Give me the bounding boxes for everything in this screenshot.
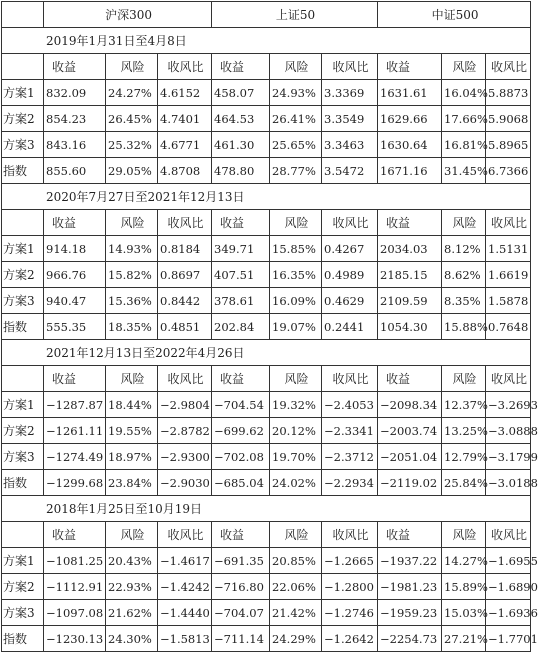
metric-header-hs300-risk: 风险	[106, 522, 158, 548]
table-cell-zz500-risk: 8.35%	[442, 288, 486, 314]
table-cell-hs300-ratio: −1.4440	[158, 600, 212, 626]
table-cell-hs300-ratio: −2.9804	[158, 392, 212, 418]
table-cell-hs300-ratio: 0.8442	[158, 288, 212, 314]
table-cell-sz50-ratio: −2.4053	[322, 392, 378, 418]
table-cell-zz500-ratio: 5.9068	[486, 106, 531, 132]
table-cell-hs300-return: −1261.11	[44, 418, 106, 444]
table-cell-sz50-risk: 24.29%	[270, 626, 322, 652]
metric-header-zz500-return: 收益	[378, 210, 442, 236]
table-row	[2, 236, 531, 262]
table-cell-sz50-return: 202.84	[212, 314, 270, 340]
table-cell-zz500-ratio: −3.0188	[486, 470, 531, 496]
metric-header-zz500-risk: 风险	[442, 366, 486, 392]
table-cell-zz500-risk: 16.81%	[442, 132, 486, 158]
metric-header-hs300-return: 收益	[44, 522, 106, 548]
table-cell-hs300-return: −1097.08	[44, 600, 106, 626]
results-table-container	[1, 1, 538, 652]
metric-header-zz500-return: 收益	[378, 522, 442, 548]
metric-header-row	[2, 54, 531, 80]
table-cell-sz50-risk: 24.02%	[270, 470, 322, 496]
table-row	[2, 470, 531, 496]
table-cell-sz50-ratio: −1.2642	[322, 626, 378, 652]
table-cell-hs300-return: 940.47	[44, 288, 106, 314]
table-cell-zz500-ratio: −1.6936	[486, 600, 531, 626]
table-cell-hs300-return: 832.09	[44, 80, 106, 106]
metric-header-zz500-ratio: 收风比	[486, 366, 531, 392]
table-cell-zz500-return: 2034.03	[378, 236, 442, 262]
period-title: 2019年1月31日至4月8日	[2, 28, 531, 54]
table-cell-sz50-risk: 20.12%	[270, 418, 322, 444]
table-cell-sz50-risk: 16.09%	[270, 288, 322, 314]
table-cell-hs300-ratio: 0.8697	[158, 262, 212, 288]
table-cell-hs300-return: 854.23	[44, 106, 106, 132]
table-cell-zz500-risk: 8.62%	[442, 262, 486, 288]
table-cell-sz50-return: 461.30	[212, 132, 270, 158]
table-cell-sz50-return: 478.80	[212, 158, 270, 184]
table-cell-sz50-ratio: 3.3549	[322, 106, 378, 132]
table-cell-hs300-return: 843.16	[44, 132, 106, 158]
table-cell-sz50-risk: 20.85%	[270, 548, 322, 574]
table-cell-hs300-return: 914.18	[44, 236, 106, 262]
table-cell-zz500-ratio: −3.2693	[486, 392, 531, 418]
period-title: 2018年1月25日至10月19日	[2, 496, 531, 522]
metric-header-zz500-return: 收益	[378, 54, 442, 80]
group-header-zz500: 中证500	[378, 2, 531, 28]
table-cell-zz500-risk: 27.21%	[442, 626, 486, 652]
metric-header-hs300-ratio: 收风比	[158, 54, 212, 80]
table-cell-sz50-ratio: 3.3463	[322, 132, 378, 158]
table-cell-zz500-return: −2098.34	[378, 392, 442, 418]
table-cell-sz50-return: −704.54	[212, 392, 270, 418]
table-cell-sz50-return: −702.08	[212, 444, 270, 470]
row-label: 方案3	[2, 288, 44, 314]
table-cell-zz500-return: 2109.59	[378, 288, 442, 314]
table-cell-hs300-ratio: −1.4242	[158, 574, 212, 600]
table-row	[2, 392, 531, 418]
table-cell-zz500-return: −1937.22	[378, 548, 442, 574]
table-cell-zz500-ratio: 6.7366	[486, 158, 531, 184]
table-cell-zz500-return: 2185.15	[378, 262, 442, 288]
metric-header-sz50-risk: 风险	[270, 522, 322, 548]
table-cell-zz500-ratio: 1.5878	[486, 288, 531, 314]
table-cell-zz500-return: 1631.61	[378, 80, 442, 106]
metric-header-row	[2, 210, 531, 236]
table-cell-zz500-return: −1981.23	[378, 574, 442, 600]
table-row	[2, 80, 531, 106]
metric-header-sz50-ratio: 收风比	[322, 366, 378, 392]
table-cell-hs300-ratio: 4.7401	[158, 106, 212, 132]
corner-cell	[2, 2, 44, 28]
table-cell-sz50-return: 464.53	[212, 106, 270, 132]
table-cell-zz500-risk: 15.88%	[442, 314, 486, 340]
row-label: 方案2	[2, 106, 44, 132]
table-cell-zz500-return: −2119.02	[378, 470, 442, 496]
table-cell-sz50-risk: 19.70%	[270, 444, 322, 470]
table-cell-sz50-risk: 25.65%	[270, 132, 322, 158]
table-cell-zz500-risk: 17.66%	[442, 106, 486, 132]
metric-header-zz500-risk: 风险	[442, 210, 486, 236]
metric-header-sz50-return: 收益	[212, 210, 270, 236]
table-cell-sz50-return: −716.80	[212, 574, 270, 600]
table-cell-hs300-ratio: 4.6771	[158, 132, 212, 158]
table-cell-hs300-ratio: 4.6152	[158, 80, 212, 106]
table-cell-hs300-risk: 20.43%	[106, 548, 158, 574]
table-cell-zz500-risk: 16.04%	[442, 80, 486, 106]
table-cell-zz500-risk: 12.37%	[442, 392, 486, 418]
table-cell-zz500-return: 1054.30	[378, 314, 442, 340]
period-row	[2, 184, 531, 210]
row-label: 指数	[2, 626, 44, 652]
table-row	[2, 132, 531, 158]
table-cell-hs300-return: −1287.87	[44, 392, 106, 418]
table-cell-sz50-ratio: 3.3369	[322, 80, 378, 106]
metric-header-sz50-risk: 风险	[270, 210, 322, 236]
row-label: 指数	[2, 470, 44, 496]
table-cell-hs300-return: −1112.91	[44, 574, 106, 600]
table-cell-hs300-risk: 26.45%	[106, 106, 158, 132]
table-cell-hs300-risk: 21.62%	[106, 600, 158, 626]
row-label: 方案1	[2, 392, 44, 418]
table-cell-hs300-risk: 15.82%	[106, 262, 158, 288]
table-cell-zz500-risk: 31.45%	[442, 158, 486, 184]
metric-header-hs300-risk: 风险	[106, 210, 158, 236]
table-cell-zz500-ratio: −1.6955	[486, 548, 531, 574]
table-cell-zz500-risk: 25.84%	[442, 470, 486, 496]
metric-header-row	[2, 366, 531, 392]
metric-header-zz500-return: 收益	[378, 366, 442, 392]
table-cell-zz500-ratio: 0.7648	[486, 314, 531, 340]
table-cell-zz500-return: −2051.04	[378, 444, 442, 470]
table-cell-sz50-return: −685.04	[212, 470, 270, 496]
table-cell-hs300-ratio: −2.9030	[158, 470, 212, 496]
table-cell-sz50-risk: 15.85%	[270, 236, 322, 262]
metric-header-hs300-return: 收益	[44, 366, 106, 392]
results-table	[1, 1, 538, 652]
table-cell-hs300-risk: 18.35%	[106, 314, 158, 340]
metric-header-blank	[2, 54, 44, 80]
table-cell-zz500-ratio: −3.1799	[486, 444, 531, 470]
row-label: 方案2	[2, 262, 44, 288]
table-body	[2, 2, 538, 652]
table-cell-sz50-ratio: −2.2934	[322, 470, 378, 496]
row-label: 方案1	[2, 80, 44, 106]
table-cell-zz500-ratio: 5.8965	[486, 132, 531, 158]
table-row	[2, 444, 531, 470]
row-label: 指数	[2, 158, 44, 184]
table-cell-sz50-risk: 19.32%	[270, 392, 322, 418]
table-cell-sz50-ratio: −2.3712	[322, 444, 378, 470]
table-cell-hs300-ratio: −1.4617	[158, 548, 212, 574]
metric-header-zz500-risk: 风险	[442, 522, 486, 548]
table-cell-zz500-return: −2254.73	[378, 626, 442, 652]
table-cell-zz500-risk: 15.89%	[442, 574, 486, 600]
table-cell-zz500-risk: 13.25%	[442, 418, 486, 444]
table-cell-sz50-ratio: −1.2665	[322, 548, 378, 574]
metric-header-hs300-risk: 风险	[106, 54, 158, 80]
table-row	[2, 600, 531, 626]
table-cell-hs300-risk: 25.32%	[106, 132, 158, 158]
row-label: 方案3	[2, 444, 44, 470]
table-cell-sz50-risk: 16.35%	[270, 262, 322, 288]
table-cell-sz50-risk: 24.93%	[270, 80, 322, 106]
table-cell-sz50-risk: 21.42%	[270, 600, 322, 626]
metric-header-zz500-ratio: 收风比	[486, 210, 531, 236]
metric-header-hs300-ratio: 收风比	[158, 210, 212, 236]
period-row	[2, 28, 531, 54]
table-cell-zz500-return: 1629.66	[378, 106, 442, 132]
table-cell-sz50-ratio: −1.2746	[322, 600, 378, 626]
table-cell-sz50-ratio: −2.3341	[322, 418, 378, 444]
group-header-hs300: 沪深300	[44, 2, 212, 28]
table-cell-hs300-return: −1081.25	[44, 548, 106, 574]
table-cell-hs300-risk: 19.55%	[106, 418, 158, 444]
table-cell-sz50-ratio: 0.4989	[322, 262, 378, 288]
table-cell-zz500-ratio: 1.5131	[486, 236, 531, 262]
table-cell-zz500-risk: 8.12%	[442, 236, 486, 262]
table-cell-zz500-ratio: 5.8873	[486, 80, 531, 106]
table-cell-zz500-risk: 14.27%	[442, 548, 486, 574]
table-cell-hs300-ratio: −2.9300	[158, 444, 212, 470]
table-row	[2, 158, 531, 184]
table-cell-sz50-risk: 22.06%	[270, 574, 322, 600]
table-cell-sz50-ratio: −1.2800	[322, 574, 378, 600]
table-cell-zz500-ratio: −3.0888	[486, 418, 531, 444]
period-row	[2, 496, 531, 522]
table-cell-hs300-risk: 18.97%	[106, 444, 158, 470]
table-cell-sz50-return: 349.71	[212, 236, 270, 262]
table-cell-hs300-ratio: −2.8782	[158, 418, 212, 444]
table-cell-hs300-return: −1299.68	[44, 470, 106, 496]
metric-header-hs300-ratio: 收风比	[158, 366, 212, 392]
table-cell-sz50-return: −704.07	[212, 600, 270, 626]
metric-header-sz50-ratio: 收风比	[322, 54, 378, 80]
table-row	[2, 288, 531, 314]
table-cell-sz50-ratio: 0.2441	[322, 314, 378, 340]
table-cell-sz50-return: 458.07	[212, 80, 270, 106]
table-cell-hs300-risk: 23.84%	[106, 470, 158, 496]
row-label: 方案3	[2, 600, 44, 626]
table-cell-hs300-return: −1230.13	[44, 626, 106, 652]
metric-header-sz50-ratio: 收风比	[322, 522, 378, 548]
group-header-sz50: 上证50	[212, 2, 378, 28]
period-row	[2, 340, 531, 366]
row-label: 方案3	[2, 132, 44, 158]
table-cell-hs300-return: −1274.49	[44, 444, 106, 470]
table-cell-zz500-ratio: 1.6619	[486, 262, 531, 288]
table-cell-sz50-risk: 26.41%	[270, 106, 322, 132]
table-row	[2, 548, 531, 574]
table-cell-zz500-return: −2003.74	[378, 418, 442, 444]
table-cell-hs300-return: 966.76	[44, 262, 106, 288]
table-cell-sz50-risk: 19.07%	[270, 314, 322, 340]
metric-header-sz50-ratio: 收风比	[322, 210, 378, 236]
metric-header-sz50-return: 收益	[212, 366, 270, 392]
table-cell-zz500-risk: 15.03%	[442, 600, 486, 626]
table-row	[2, 314, 531, 340]
period-title: 2020年7月27日至2021年12月13日	[2, 184, 531, 210]
metric-header-hs300-return: 收益	[44, 54, 106, 80]
metric-header-sz50-risk: 风险	[270, 366, 322, 392]
table-cell-zz500-ratio: −1.6890	[486, 574, 531, 600]
metric-header-zz500-risk: 风险	[442, 54, 486, 80]
table-cell-sz50-risk: 28.77%	[270, 158, 322, 184]
table-cell-sz50-return: −711.14	[212, 626, 270, 652]
table-cell-zz500-risk: 12.79%	[442, 444, 486, 470]
table-cell-hs300-ratio: 4.8708	[158, 158, 212, 184]
group-header-row	[2, 2, 531, 28]
period-title: 2021年12月13日至2022年4月26日	[2, 340, 531, 366]
metric-header-hs300-ratio: 收风比	[158, 522, 212, 548]
metric-header-row	[2, 522, 531, 548]
table-cell-hs300-risk: 22.93%	[106, 574, 158, 600]
metric-header-zz500-ratio: 收风比	[486, 54, 531, 80]
table-cell-sz50-ratio: 0.4629	[322, 288, 378, 314]
table-cell-zz500-return: 1671.16	[378, 158, 442, 184]
table-cell-sz50-return: −691.35	[212, 548, 270, 574]
table-cell-hs300-ratio: 0.4851	[158, 314, 212, 340]
metric-header-zz500-ratio: 收风比	[486, 522, 531, 548]
table-cell-sz50-ratio: 3.5472	[322, 158, 378, 184]
table-cell-sz50-return: 407.51	[212, 262, 270, 288]
table-cell-zz500-ratio: −1.7701	[486, 626, 531, 652]
table-cell-hs300-risk: 15.36%	[106, 288, 158, 314]
table-cell-zz500-return: 1630.64	[378, 132, 442, 158]
table-row	[2, 106, 531, 132]
table-cell-hs300-risk: 14.93%	[106, 236, 158, 262]
table-cell-hs300-ratio: 0.8184	[158, 236, 212, 262]
table-row	[2, 626, 531, 652]
table-cell-hs300-return: 855.60	[44, 158, 106, 184]
metric-header-blank	[2, 210, 44, 236]
metric-header-sz50-return: 收益	[212, 522, 270, 548]
row-label: 方案1	[2, 236, 44, 262]
metric-header-blank	[2, 366, 44, 392]
table-row	[2, 262, 531, 288]
table-cell-sz50-return: −699.62	[212, 418, 270, 444]
table-cell-zz500-return: −1959.23	[378, 600, 442, 626]
table-row	[2, 574, 531, 600]
row-label: 方案2	[2, 574, 44, 600]
table-cell-hs300-ratio: −1.5813	[158, 626, 212, 652]
table-row	[2, 418, 531, 444]
row-label: 方案2	[2, 418, 44, 444]
row-label: 方案1	[2, 548, 44, 574]
metric-header-hs300-return: 收益	[44, 210, 106, 236]
row-label: 指数	[2, 314, 44, 340]
table-cell-hs300-risk: 29.05%	[106, 158, 158, 184]
table-cell-hs300-risk: 24.27%	[106, 80, 158, 106]
metric-header-hs300-risk: 风险	[106, 366, 158, 392]
table-cell-hs300-risk: 18.44%	[106, 392, 158, 418]
metric-header-blank	[2, 522, 44, 548]
metric-header-sz50-risk: 风险	[270, 54, 322, 80]
table-cell-hs300-risk: 24.30%	[106, 626, 158, 652]
metric-header-sz50-return: 收益	[212, 54, 270, 80]
table-cell-sz50-ratio: 0.4267	[322, 236, 378, 262]
table-cell-hs300-return: 555.35	[44, 314, 106, 340]
table-cell-sz50-return: 378.61	[212, 288, 270, 314]
